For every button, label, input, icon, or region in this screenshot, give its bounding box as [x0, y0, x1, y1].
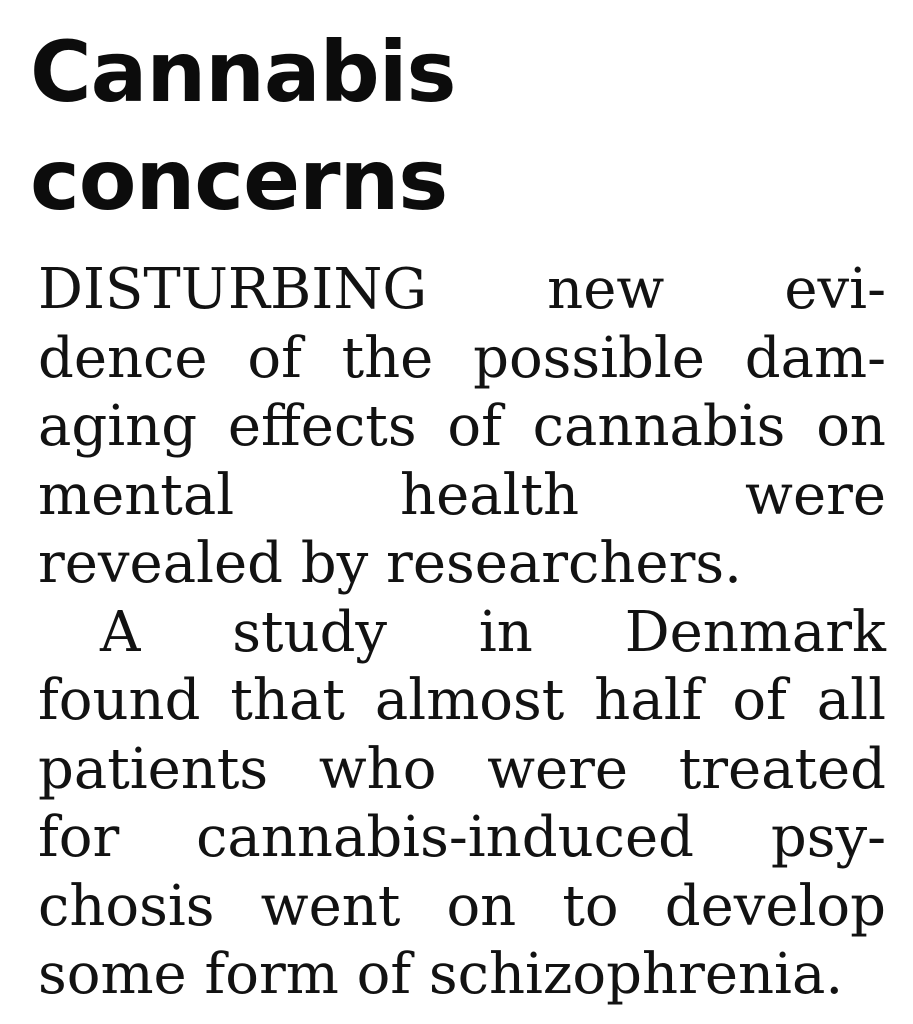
body-line: chosis went on to develop [38, 873, 886, 939]
body-line: some form of schizophrenia. [38, 942, 844, 1007]
body-line: revealed by researchers. [38, 531, 742, 596]
body-line: A study in Denmark [100, 599, 886, 665]
paragraph-2 [38, 599, 886, 1010]
body-line: aging effects of cannabis on [38, 394, 886, 459]
article-body [38, 256, 886, 1010]
headline [30, 18, 890, 234]
body-line: DISTURBING new evi- [38, 257, 886, 322]
body-line: patients who were treated [38, 736, 886, 802]
headline-line: Cannabis [30, 23, 456, 121]
paragraph-1 [38, 256, 886, 599]
body-line: dence of the possible dam- [38, 325, 886, 391]
body-line: mental health were [38, 462, 886, 528]
body-line: found that almost half of all [38, 668, 886, 733]
headline-line: concerns [30, 131, 448, 229]
body-line: for cannabis-induced psy- [38, 805, 886, 870]
